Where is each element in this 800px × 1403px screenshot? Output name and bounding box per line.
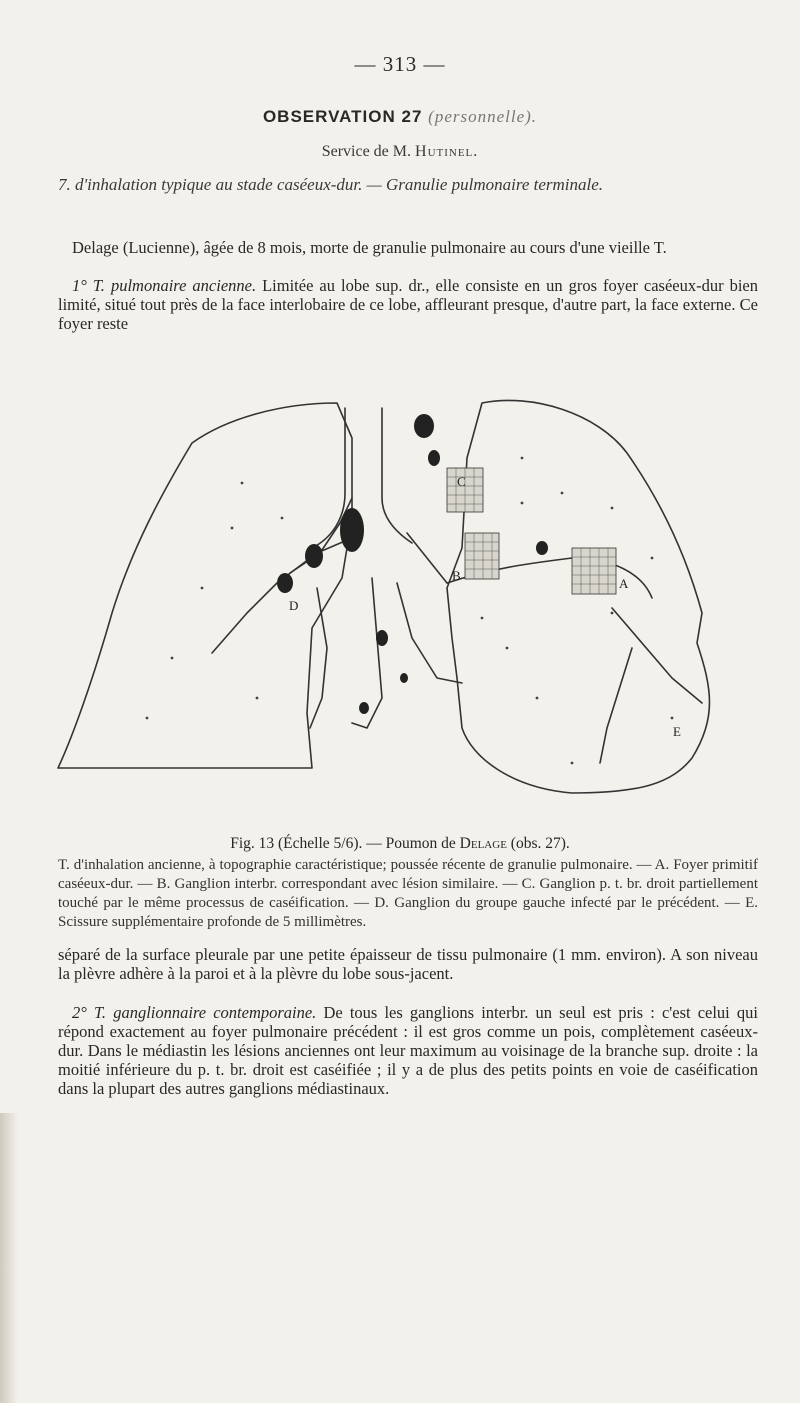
paragraph-intro: Delage (Lucienne), âgée de 8 mois, morte de granulie pulmonaire au cours d'une vieille T. — [72, 238, 667, 257]
figure-label-d: D — [289, 598, 299, 613]
paragraph-ganglion-lead: 2° T. ganglionnaire contemporaine. — [72, 1003, 317, 1022]
left-lung-fissure-2 — [612, 608, 702, 703]
page-edge-shadow — [0, 1113, 18, 1403]
service-name: Hutinel. — [415, 143, 479, 160]
left-lung-outline — [447, 400, 710, 793]
observation-subtitle: 7. d'inhalation typique au stade caséeux-dur. — Granulie pulmonaire terminale. — [58, 175, 604, 194]
paragraph-pulmonary — [58, 276, 758, 333]
figure-caption-label: Fig. 13 (Échelle 5/6). — Poumon de — [230, 835, 456, 852]
paragraph-ganglion — [58, 1003, 758, 1098]
paragraph-continuation: séparé de la surface pleurale par une petite épaisseur de tissu pulmonaire (1 mm. environ). A son niveau la plèvre adhère à la paroi et à la plèvre du lobe sous-jacent. — [58, 945, 758, 983]
service-line — [0, 143, 800, 161]
ganglion-b — [465, 533, 499, 579]
figure-caption-text: T. d'inhalation ancienne, à topographie caractéristique; poussée récente de granulie pulmonaire. — A. Foyer primitif caséeux-dur. — B. Ganglion interbr. correspondant avec lésion similaire. — C. Ganglion p. t. br. droit partiellement touché par le même processus de caséification. — D. Ganglion du groupe gauche infecté par le précédent. — E. Scissure supplémentaire profonde de 5 millimètres. — [58, 857, 758, 930]
figure-caption-obs: (obs. 27). — [510, 835, 570, 852]
figure-label-b: B — [452, 568, 461, 583]
figure-caption-title — [0, 835, 800, 853]
paragraph-pulmonary-lead: 1° T. pulmonaire ancienne. — [72, 276, 257, 295]
page-number: — 313 — — [354, 52, 446, 76]
bronchus-left — [407, 533, 447, 583]
observation-title — [0, 107, 800, 127]
paragraph-pulmonary-text: Limitée au lobe sup. dr., elle consiste en un gros foyer caséeux-dur bien limité, situé tout près de la face interlobaire de ce lobe, affleurant presque, d'autre part, la face externe. Ce foyer reste — [58, 276, 758, 333]
observation-title-main: OBSERVATION 27 — [262, 107, 423, 126]
trachea-wall — [382, 408, 412, 543]
trachea — [312, 408, 345, 548]
left-lung-fissure-3 — [600, 648, 632, 763]
paragraph-ganglion-text: De tous les ganglions interbr. un seul est pris : c'est celui qui répond exactement au foyer pulmonaire précédent : il est gros comme un pois, complètement caséeux-dur. Dans le médiastin les lésions anciennes ont leur maximum au voisinage de la branche sup. droite : la moitié inférieure du p. t. br. droit est caséifiée ; il y a de plus des petits points en voie de caséification dans la plupart des autres ganglions médiastinaux. — [58, 1003, 758, 1098]
right-lung-fissure-2 — [310, 588, 327, 728]
figure-label-a: A — [619, 576, 629, 591]
observation-title-note: (personnelle). — [428, 107, 538, 126]
ganglion-a — [572, 548, 616, 594]
right-lung-outline — [58, 403, 352, 768]
figure-label-c: C — [457, 474, 466, 489]
figure-caption-name: Delage — [459, 835, 507, 852]
lung-figure — [52, 398, 752, 828]
service-prefix: Service de M. — [321, 143, 412, 160]
figure-label-e: E — [673, 724, 681, 739]
